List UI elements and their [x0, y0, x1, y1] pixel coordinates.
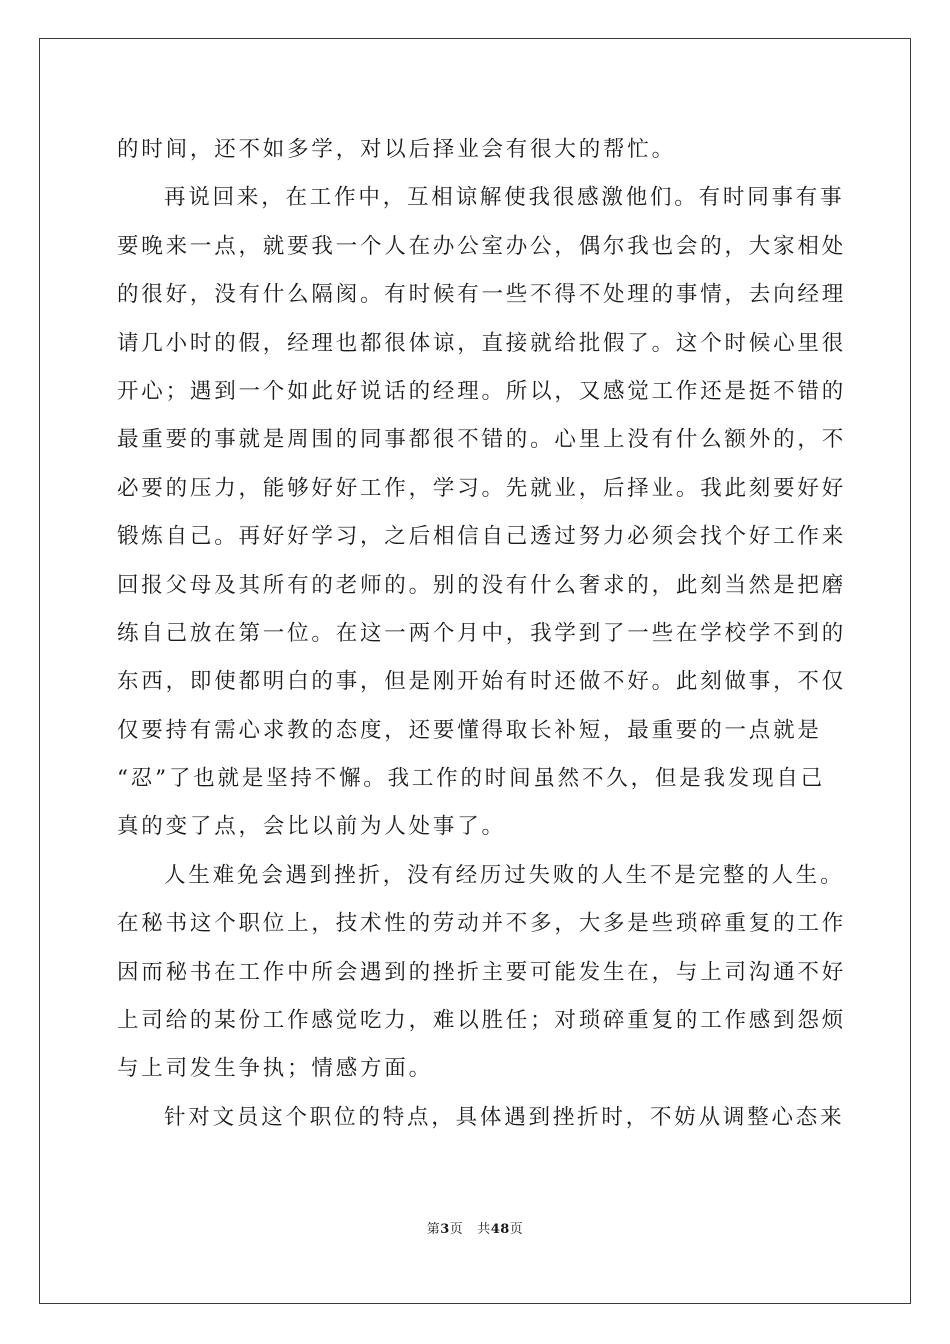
text-line: 回报父母及其所有的老师的。别的没有什么奢求的，此刻当然是把磨 — [117, 572, 847, 598]
text-line: 请几小时的假，经理也都很体谅，直接就给批假了。这个时候心里很 — [117, 330, 847, 356]
text-line: 上司给的某份工作感觉吃力，难以胜任；对琐碎重复的工作感到怨烦 — [117, 1008, 847, 1034]
text-line: 练自己放在第一位。在这一两个月中，我学到了一些在学校学不到的 — [117, 620, 847, 646]
text-line: 在秘书这个职位上，技术性的劳动并不多，大多是些琐碎重复的工作 — [117, 911, 847, 937]
text-line: 仅要持有需心求教的态度，还要懂得取长补短，最重要的一点就是 — [117, 717, 822, 743]
paragraph-start-line: 针对文员这个职位的特点，具体遇到挫折时，不妨从调整心态来 — [164, 1104, 845, 1130]
page-footer — [0, 1218, 950, 1237]
text-line: 因而秘书在工作中所会遇到的挫折主要可能发生在，与上司沟通不好 — [117, 959, 847, 985]
text-line: 要晚来一点，就要我一个人在办公室办公，偶尔我也会的，大家相处 — [117, 233, 847, 259]
total-pages: 48 — [490, 1222, 510, 1237]
text-line: “忍”了也就是坚持不懈。我工作的时间虽然不久，但是我发现自己 — [117, 766, 825, 792]
text-line: 的很好，没有什么隔阂。有时候有一些不得不处理的事情，去向经理 — [117, 282, 847, 308]
text-line: 必要的压力，能够好好工作，学习。先就业，后择业。我此刻要好好 — [117, 475, 847, 501]
text-line: 真的变了点，会比以前为人处事了。 — [117, 814, 506, 840]
paragraph-start-line: 人生难免会遇到挫折，没有经历过失败的人生不是完整的人生。 — [164, 862, 845, 888]
total-unit: 页 — [509, 1222, 524, 1237]
paragraph-start-line: 再说回来，在工作中，互相谅解使我很感激他们。有时同事有事 — [164, 185, 845, 211]
text-line: 最重要的事就是周围的同事都很不错的。心里上没有什么额外的，不 — [117, 427, 847, 453]
total-prefix: 共 — [477, 1222, 491, 1237]
page-unit: 页 — [449, 1222, 464, 1237]
document-body — [117, 126, 847, 1142]
text-line: 开心；遇到一个如此好说话的经理。所以，又感觉工作还是挺不错的 — [117, 378, 847, 404]
text-line: 与上司发生争执；情感方面。 — [117, 1056, 433, 1082]
text-line: 的时间，还不如多学，对以后择业会有很大的帮忙。 — [117, 137, 676, 162]
page-prefix: 第 — [426, 1222, 441, 1237]
page-number: 3 — [440, 1222, 450, 1237]
text-line: 东西，即使都明白的事，但是刚开始有时还做不好。此刻做事，不仅 — [117, 669, 847, 695]
text-line: 锻炼自己。再好好学习，之后相信自己透过努力必须会找个好工作来 — [117, 524, 847, 550]
